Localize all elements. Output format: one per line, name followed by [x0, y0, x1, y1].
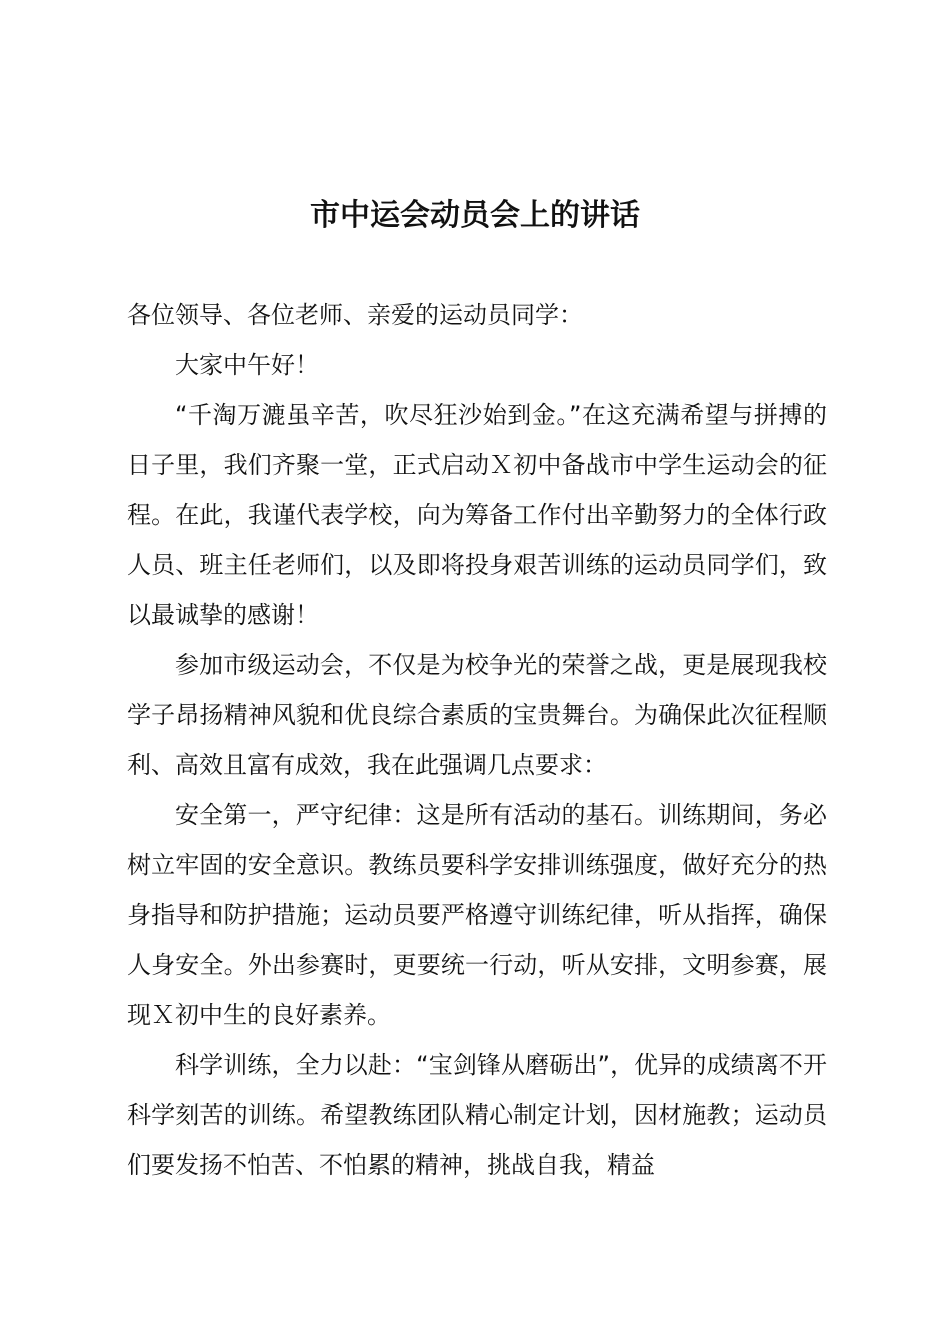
paragraph-purpose: 参加市级运动会，不仅是为校争光的荣誉之战，更是展现我校学子昂扬精神风貌和优良综合素质的宝贵舞台。为确保此次征程顺利、高效且富有成效，我在此强调几点要求：: [127, 651, 827, 779]
paragraph-training: 科学训练，全力以赴：“宝剑锋从磨砺出”，优异的成绩离不开科学刻苦的训练。希望教练团队精心制定计划，因材施教；运动员们要发扬不怕苦、不怕累的精神，挑战自我，精益: [127, 1051, 827, 1179]
salutation: 各位领导、各位老师、亲爱的运动员同学：: [127, 301, 583, 329]
paragraph-greeting: 大家中午好！: [175, 351, 319, 379]
paragraph-safety: 安全第一，严守纪律：这是所有活动的基石。训练期间，务必树立牢固的安全意识。教练员要科学安排训练强度，做好充分的热身指导和防护措施；运动员要严格遵守训练纪律，听从指挥，确保人身安全。外出参赛时，更要统一行动，听从安排，文明参赛，展现Ｘ初中生的良好素养。: [127, 801, 827, 1029]
paragraph-opening: “千淘万漉虽辛苦，吹尽狂沙始到金。”在这充满希望与拼搏的日子里，我们齐聚一堂，正式启动Ｘ初中备战市中学生运动会的征程。在此，我谨代表学校，向为筹备工作付出辛勤努力的全体行政人员、班主任老师们，以及即将投身艰苦训练的运动员同学们，致以最诚挚的感谢！: [127, 401, 827, 629]
document-title: 市中运会动员会上的讲话: [310, 198, 640, 233]
document-body: [127, 290, 827, 1190]
